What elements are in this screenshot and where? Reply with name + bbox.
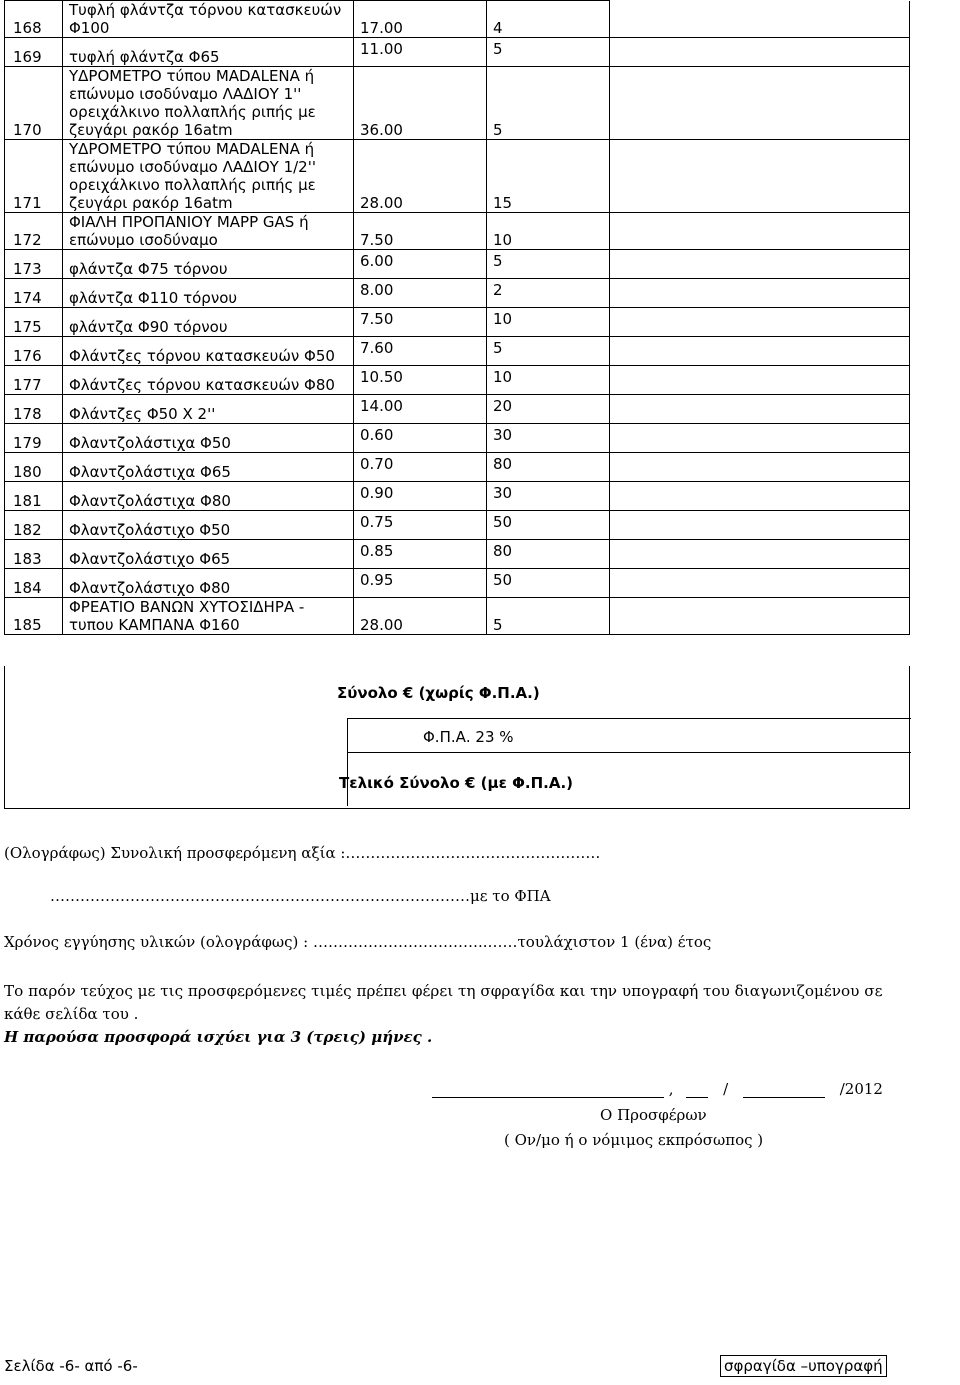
row-total — [610, 140, 910, 213]
table-row — [5, 38, 910, 67]
row-quantity: 50 — [487, 511, 610, 540]
row-quantity: 80 — [487, 540, 610, 569]
table-row — [5, 511, 910, 540]
row-unit-price: 0.75 — [354, 511, 487, 540]
row-unit-price: 36.00 — [354, 67, 487, 140]
row-description: φλάντζα Φ90 τόρνου — [63, 308, 354, 337]
row-quantity: 5 — [487, 598, 610, 635]
table-row — [5, 337, 910, 366]
totals-divider-top — [347, 718, 911, 719]
table-row — [5, 250, 910, 279]
row-quantity: 2 — [487, 279, 610, 308]
place-blank — [432, 1083, 664, 1098]
row-total — [610, 511, 910, 540]
date-year: /2012 — [839, 1080, 883, 1098]
row-total — [610, 38, 910, 67]
totals-box — [4, 666, 910, 809]
row-total — [610, 250, 910, 279]
row-number: 181 — [5, 482, 63, 511]
row-quantity: 5 — [487, 250, 610, 279]
row-number: 185 — [5, 598, 63, 635]
bidder-label: Ο Προσφέρων — [600, 1106, 707, 1124]
stamp-note-line-1: Το παρόν τεύχος με τις προσφερόμενες τιμές πρέπει φέρει τη σφραγίδα και την υπογραφή του διαγωνιζομένου σε — [4, 982, 883, 1000]
row-description: Φλαντζολάστιχο Φ80 — [63, 569, 354, 598]
row-number: 183 — [5, 540, 63, 569]
table-row — [5, 424, 910, 453]
date-slash: / — [723, 1080, 729, 1098]
row-unit-price: 28.00 — [354, 598, 487, 635]
subtotal-label: Σύνολο € (χωρίς Φ.Π.Α.) — [337, 684, 540, 702]
representative-label: ( Ον/μο ή ο νόμιμος εκπρόσωπος ) — [504, 1131, 764, 1149]
row-number: 177 — [5, 366, 63, 395]
row-quantity: 50 — [487, 569, 610, 598]
with-vat-line: …………………………………………………………………………με το ΦΠΑ — [50, 887, 551, 905]
row-unit-price: 8.00 — [354, 279, 487, 308]
row-unit-price: 0.60 — [354, 424, 487, 453]
row-number: 180 — [5, 453, 63, 482]
row-quantity: 15 — [487, 140, 610, 213]
row-unit-price: 7.50 — [354, 308, 487, 337]
row-description: τυφλή φλάντζα Φ65 — [63, 38, 354, 67]
total-label: Τελικό Σύνολο € (με Φ.Π.Α.) — [339, 774, 574, 792]
row-total — [610, 598, 910, 635]
row-unit-price: 0.95 — [354, 569, 487, 598]
row-total — [610, 453, 910, 482]
row-description: Φλαντζολάστιχο Φ65 — [63, 540, 354, 569]
row-description: Φλαντζολάστιχο Φ50 — [63, 511, 354, 540]
row-number: 182 — [5, 511, 63, 540]
row-total — [610, 395, 910, 424]
day-blank — [686, 1083, 708, 1098]
row-unit-price: 0.70 — [354, 453, 487, 482]
row-total — [610, 337, 910, 366]
row-total — [610, 67, 910, 140]
row-unit-price: 14.00 — [354, 395, 487, 424]
row-description: ΥΔΡΟΜΕΤΡΟ τύπου MADALENA ή επώνυμο ισοδύναμο ΛΑΔΙΟΥ 1'' ορειχάλκινο πολλαπλής ριπής με ζευγάρι ρακόρ 16atm — [63, 67, 354, 140]
items-table — [4, 0, 910, 635]
table-row — [5, 482, 910, 511]
row-total — [610, 279, 910, 308]
date-line — [432, 1080, 883, 1098]
table-row — [5, 569, 910, 598]
row-unit-price: 0.85 — [354, 540, 487, 569]
row-description: ΦΙΑΛΗ ΠΡΟΠΑΝΙΟΥ MAPP GAS ή επώνυμο ισοδύναμο — [63, 213, 354, 250]
row-number: 178 — [5, 395, 63, 424]
table-row — [5, 453, 910, 482]
row-description: Φλαντζολάστιχα Φ80 — [63, 482, 354, 511]
row-description: Φλαντζολάστιχα Φ65 — [63, 453, 354, 482]
row-total — [610, 540, 910, 569]
row-number: 171 — [5, 140, 63, 213]
row-total — [610, 482, 910, 511]
row-number: 174 — [5, 279, 63, 308]
row-number: 170 — [5, 67, 63, 140]
row-total — [610, 569, 910, 598]
table-row — [5, 67, 910, 140]
row-quantity: 30 — [487, 424, 610, 453]
row-number: 172 — [5, 213, 63, 250]
row-unit-price: 11.00 — [354, 38, 487, 67]
stamp-note-line-2: κάθε σελίδα του . — [4, 1005, 139, 1023]
row-description: Φλάντζες τόρνου κατασκευών Φ50 — [63, 337, 354, 366]
row-quantity: 80 — [487, 453, 610, 482]
row-quantity: 10 — [487, 308, 610, 337]
table-row — [5, 140, 910, 213]
row-quantity: 5 — [487, 67, 610, 140]
validity-line: Η παρούσα προσφορά ισχύει για 3 (τρεις) μήνες . — [4, 1028, 433, 1046]
row-description: φλάντζα Φ75 τόρνου — [63, 250, 354, 279]
row-unit-price: 7.60 — [354, 337, 487, 366]
row-description: φλάντζα Φ110 τόρνου — [63, 279, 354, 308]
table-row — [5, 540, 910, 569]
table-row — [5, 395, 910, 424]
table-row — [5, 213, 910, 250]
row-total — [610, 1, 910, 38]
row-total — [610, 308, 910, 337]
totals-divider-mid — [347, 752, 911, 753]
row-number: 184 — [5, 569, 63, 598]
row-unit-price: 17.00 — [354, 1, 487, 38]
row-total — [610, 366, 910, 395]
row-quantity: 10 — [487, 366, 610, 395]
seal-signature-box: σφραγίδα –υπογραφή — [720, 1355, 887, 1377]
table-row — [5, 279, 910, 308]
row-number: 175 — [5, 308, 63, 337]
row-total — [610, 424, 910, 453]
month-blank — [743, 1083, 825, 1098]
table-row — [5, 308, 910, 337]
row-total — [610, 213, 910, 250]
row-quantity: 20 — [487, 395, 610, 424]
row-number: 173 — [5, 250, 63, 279]
row-unit-price: 7.50 — [354, 213, 487, 250]
page-number: Σελίδα -6- από -6- — [4, 1357, 138, 1375]
table-row — [5, 366, 910, 395]
row-number: 169 — [5, 38, 63, 67]
row-description: Φλάντζες Φ50 Χ 2'' — [63, 395, 354, 424]
row-unit-price: 28.00 — [354, 140, 487, 213]
date-comma: , — [668, 1080, 674, 1098]
vat-label: Φ.Π.Α. 23 % — [423, 728, 514, 746]
row-quantity: 5 — [487, 38, 610, 67]
row-quantity: 5 — [487, 337, 610, 366]
row-unit-price: 0.90 — [354, 482, 487, 511]
warranty-line: Χρόνος εγγύησης υλικών (ολογράφως) : ……………………………..……τουλάχιστον 1 (ένα) έτος — [4, 933, 712, 951]
table-row — [5, 1, 910, 38]
row-number: 168 — [5, 1, 63, 38]
row-unit-price: 10.50 — [354, 366, 487, 395]
row-quantity: 4 — [487, 1, 610, 38]
row-description: Τυφλή φλάντζα τόρνου κατασκευών Φ100 — [63, 1, 354, 38]
row-number: 179 — [5, 424, 63, 453]
written-value-line: (Ολογράφως) Συνολική προσφερόμενη αξία :…………………………………………… — [4, 844, 601, 862]
row-description: Φλάντζες τόρνου κατασκευών Φ80 — [63, 366, 354, 395]
row-description: Φλαντζολάστιχα Φ50 — [63, 424, 354, 453]
row-quantity: 10 — [487, 213, 610, 250]
row-description: ΦΡΕΑΤΙΟ ΒΑΝΩΝ ΧΥΤΟΣΙΔΗΡΑ - τυπου ΚΑΜΠΑΝΑ Φ160 — [63, 598, 354, 635]
row-quantity: 30 — [487, 482, 610, 511]
row-unit-price: 6.00 — [354, 250, 487, 279]
row-number: 176 — [5, 337, 63, 366]
row-description: ΥΔΡΟΜΕΤΡΟ τύπου MADALENA ή επώνυμο ισοδύναμο ΛΑΔΙΟΥ 1/2'' ορειχάλκινο πολλαπλής ριπής με ζευγάρι ρακόρ 16atm — [63, 140, 354, 213]
table-row — [5, 598, 910, 635]
